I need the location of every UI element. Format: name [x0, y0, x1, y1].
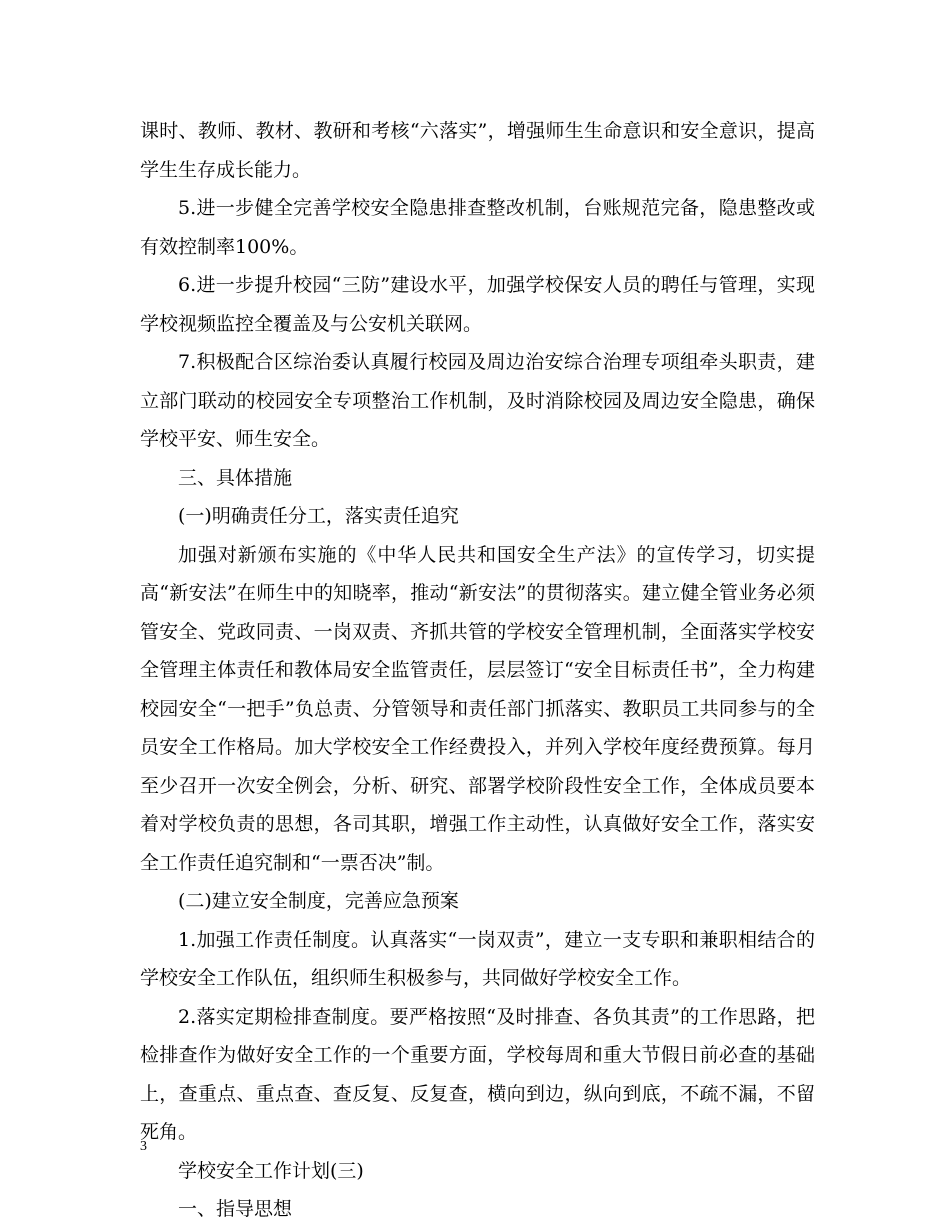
paragraph-item-7: 7.积极配合区综治委认真履行校园及周边治安综合治理专项组牵头职责，建立部门联动的校园安全专项整治工作机制，及时消除校园及周边安全隐患，确保学校平安、师生安全。	[140, 351, 815, 450]
paragraph-item-1: 1.加强工作责任制度。认真落实“一岗双责”，建立一支专职和兼职相结合的学校安全工作队伍，组织师生积极参与，共同做好学校安全工作。	[140, 928, 815, 989]
paragraph-responsibility: 加强对新颁布实施的《中华人民共和国安全生产法》的宣传学习，切实提高“新安法”在师生中的知晓率，推动“新安法”的贯彻落实。建立健全管业务必须管安全、党政同责、一岗双责、齐抓共管的学校安全管理机制，全面落实学校安全管理主体责任和教体局安全监管责任，层层签订“安全目标责任书”，全力构建校园安全“一把手”负总责、分管领导和责任部门抓落实、教职员工共同参与的全员安全工作格局。加大学校安全工作经费投入，并列入学校年度经费预算。每月至少召开一次安全例会，分析、研究、部署学校阶段性安全工作，全体成员要本着对学校负责的思想，各司其职，增强工作主动性，认真做好安全工作，落实安全工作责任追究制和“一票否决”制。	[140, 543, 815, 874]
subsection-heading-1: (一)明确责任分工，落实责任追究	[178, 505, 459, 527]
section-heading-guiding: 一、指导思想	[178, 1198, 293, 1220]
document-body	[140, 112, 815, 1229]
plan-title-3: 学校安全工作计划(三)	[178, 1159, 364, 1182]
paragraph-item-5: 5.进一步健全完善学校安全隐患排查整改机制，台账规范完备，隐患整改或有效控制率100%。	[140, 197, 815, 258]
paragraph-item-6: 6.进一步提升校园“三防”建设水平，加强学校保安人员的聘任与管理，实现学校视频监控全覆盖及与公安机关联网。	[140, 274, 815, 335]
subsection-heading-2: (二)建立安全制度，完善应急预案	[178, 890, 459, 912]
section-heading-measures: 三、具体措施	[178, 466, 293, 489]
page-number: 3	[140, 1139, 147, 1154]
paragraph-item-2: 2.落实定期检排查制度。要严格按照“及时排查、各负其责”的工作思路，把检排查作为做好安全工作的一个重要方面，学校每周和重大节假日前必查的基础上，查重点、重点查、查反复、反复查，横向到边，纵向到底，不疏不漏，不留死角。	[140, 1005, 815, 1143]
paragraph-continuation: 课时、教师、教材、教研和考核“六落实”，增强师生生命意识和安全意识，提高学生生存成长能力。	[140, 120, 815, 181]
